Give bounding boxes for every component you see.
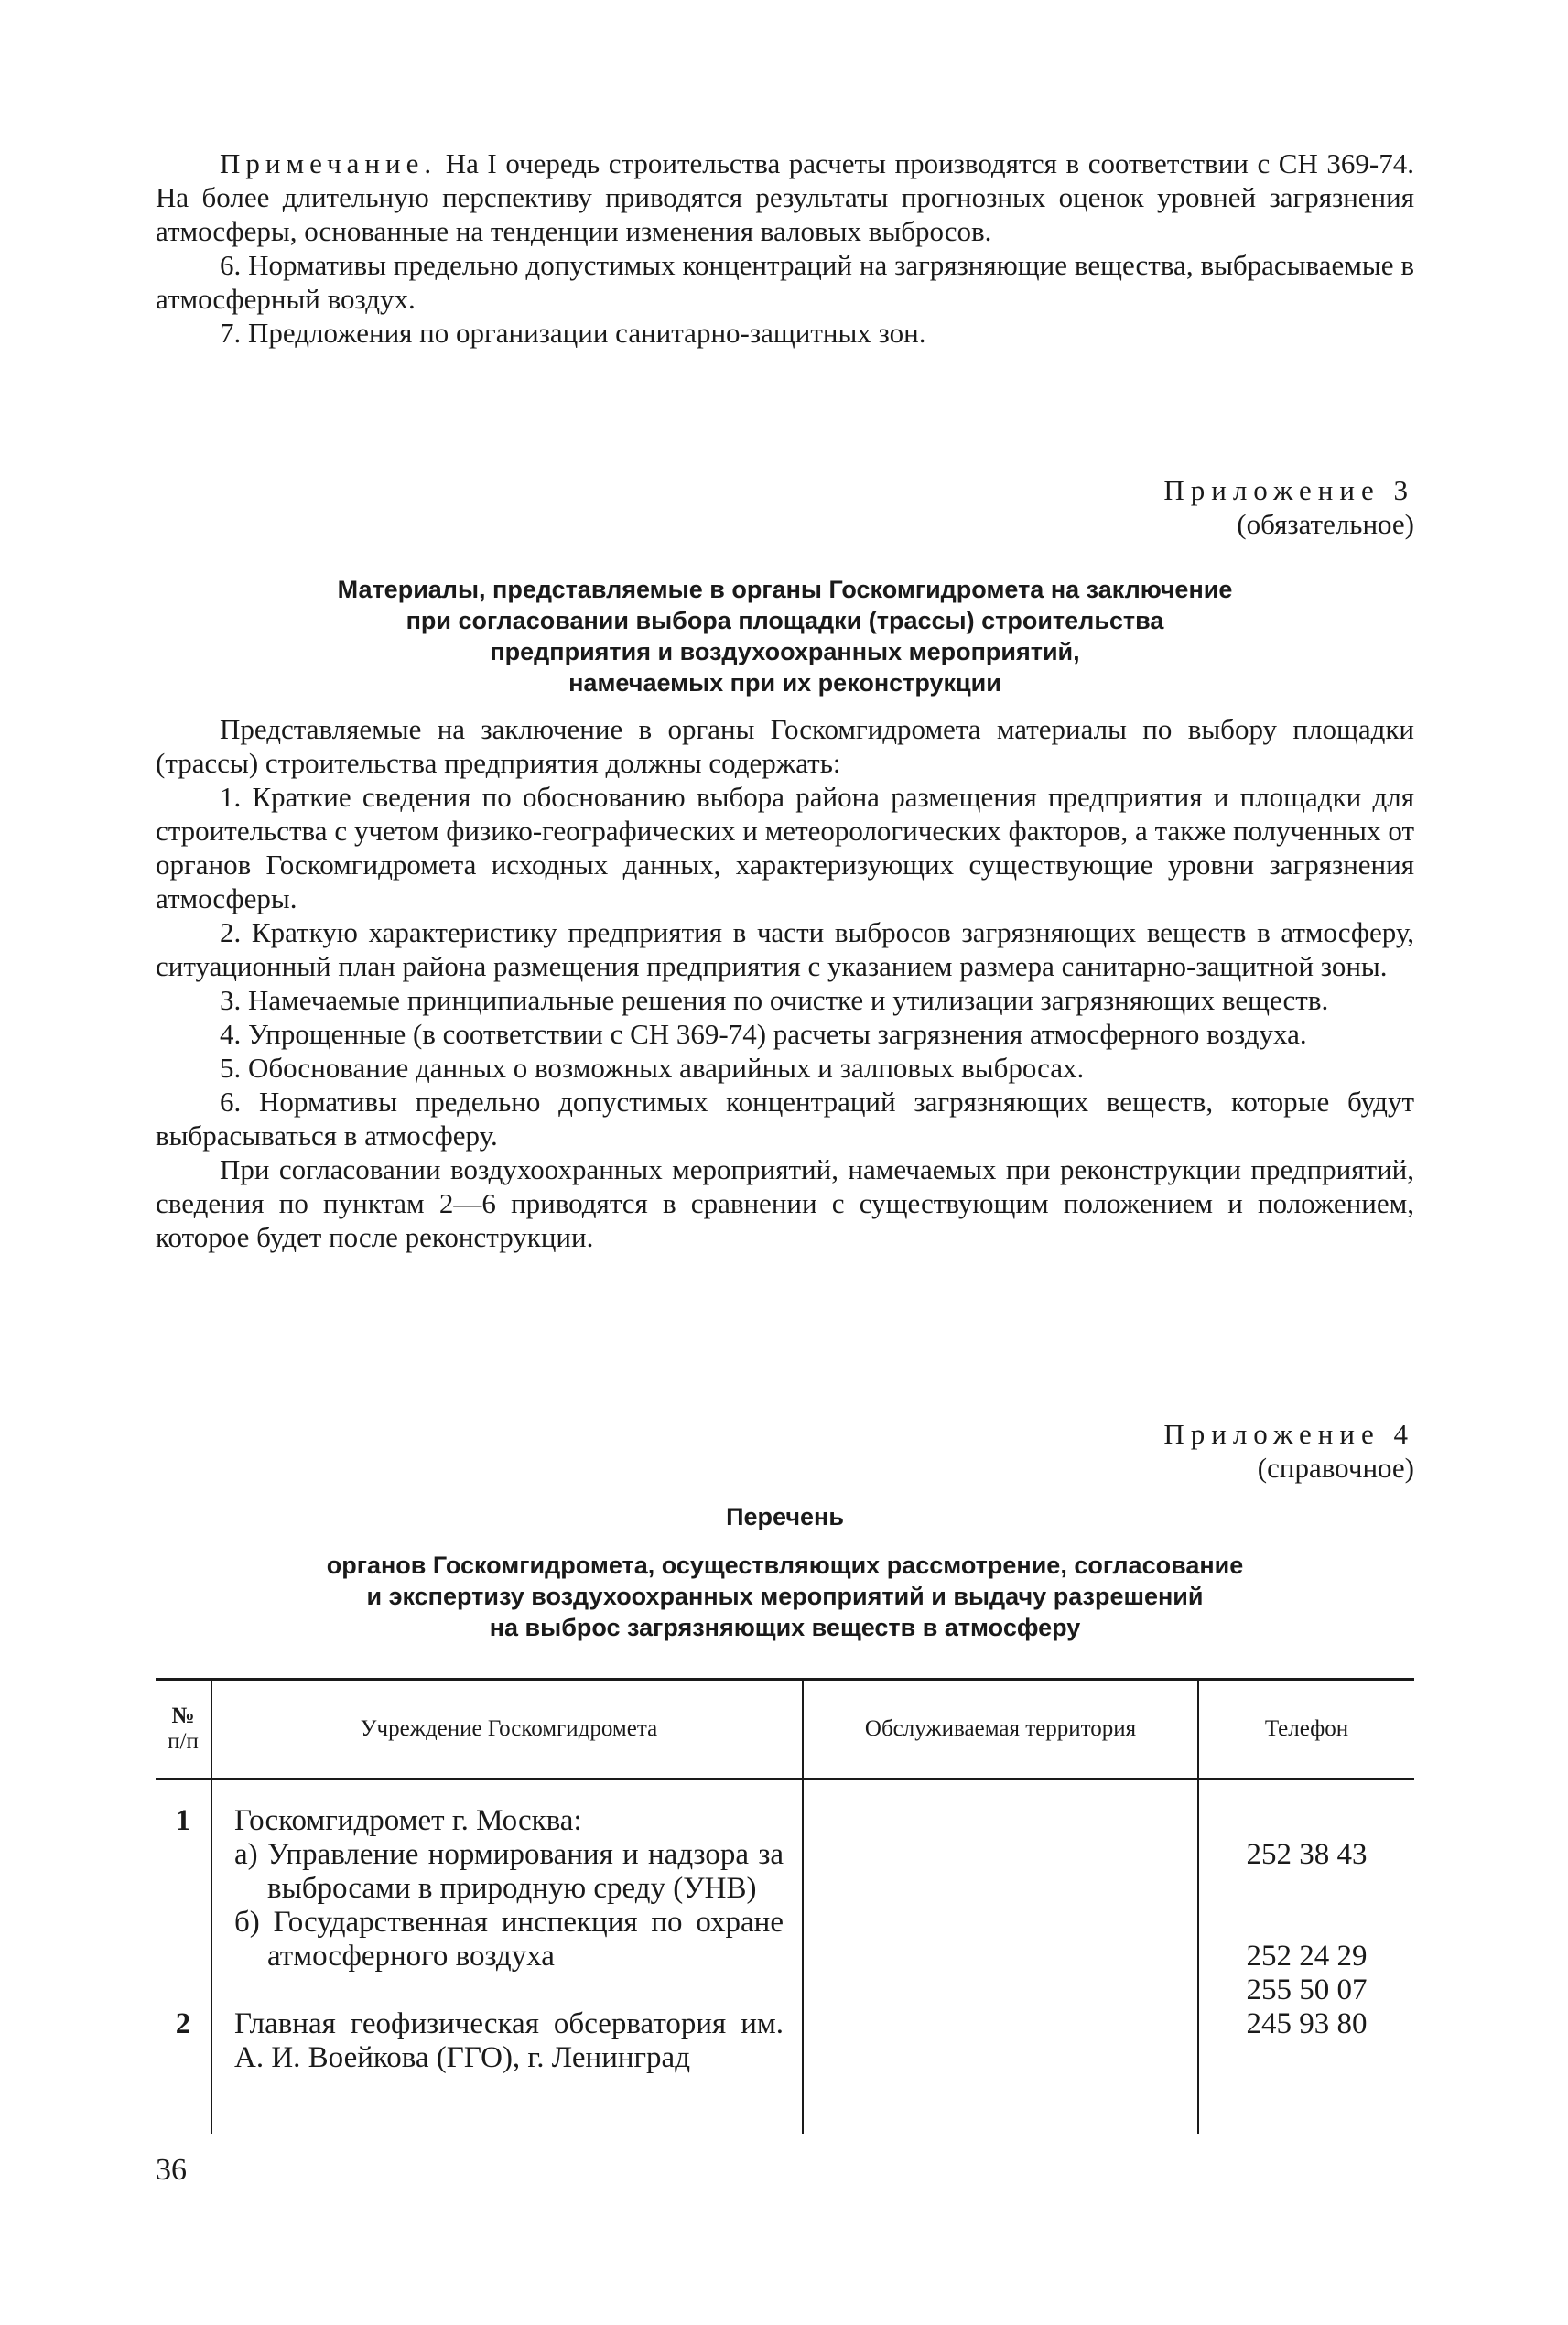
appendix-3-intro: Представляемые на заключение в органы Госкомгидромета материалы по выбору площадки (трассы) строительства предприятия должны содержать: xyxy=(156,713,1414,779)
row-phone xyxy=(1198,2007,1414,2134)
institution-name: Главная геофизическая обсерватория им. А. И. Воейкова (ГГО), г. Ленинград xyxy=(234,2007,784,2074)
note-text: На I очередь строительства расчеты производятся в соответствии с СН 369-74. На более длительную перспективу приводятся результаты прогнозных оценок уровней загрязнения атмосферы, основанные на тенденции изменения валовых выбросов. xyxy=(156,147,1414,247)
appendix-3-item: 6. Нормативы предельно допустимых концентраций загрязняющих веществ, которые будут выбрасываться в атмосферу. xyxy=(156,1086,1414,1152)
table-row xyxy=(156,2007,1414,2134)
appendix-4-subtitle-line: на выброс загрязняющих веществ в атмосферу xyxy=(489,1614,1081,1641)
row-num-value: 1 xyxy=(175,1804,191,1837)
appendix-4-title: Перечень xyxy=(726,1503,844,1530)
phone-value: 255 50 07 xyxy=(1246,1974,1368,2006)
appendix-4-subtitle xyxy=(156,1550,1414,1643)
appendix-3-closing: При согласовании воздухоохранных мероприятий, намечаемых при реконструкции предприятий, сведения по пунктам 2—6 приводятся в сравнении с существующим положением и положением, которое будет после реконструкции. xyxy=(156,1153,1414,1253)
note-label: Примечание. xyxy=(220,147,438,179)
item-6: 6. Нормативы предельно допустимых концентраций на загрязняющие вещества, выбрасываемые в атмосферный воздух. xyxy=(156,249,1414,315)
appendix-3-label: Приложение 3 xyxy=(1163,474,1414,506)
appendix-3-item: 4. Упрощенные (в соответствии с СН 369-74) расчеты загрязнения атмосферного воздуха. xyxy=(220,1018,1307,1050)
institutions-table xyxy=(156,1678,1414,2134)
phone-value: 252 38 43 xyxy=(1246,1838,1368,1871)
header-num-abbrev: п/п xyxy=(168,1729,199,1754)
row-territory xyxy=(803,2007,1198,2134)
institution-name: Госкомгидромет г. Москва: xyxy=(234,1804,582,1837)
appendix-3-item: 2. Краткую характеристику предприятия в части выбросов загрязняющих веществ в атмосферу, ситуационный план района размещения предприятия с указанием размера санитарно-защитной зоны. xyxy=(156,916,1414,982)
item-7: 7. Предложения по организации санитарно-защитных зон. xyxy=(220,317,926,349)
phone-value: 245 93 80 xyxy=(1246,2007,1368,2040)
top-section xyxy=(156,146,1414,350)
appendix-3-title-line: намечаемых при их реконструкции xyxy=(568,669,1001,697)
row-phone xyxy=(1198,1779,1414,2008)
note-paragraph xyxy=(156,146,1414,248)
header-territory: Обслуживаемая территория xyxy=(803,1680,1198,1779)
row-institution xyxy=(211,2007,803,2134)
appendix-3-title-line: при согласовании выбора площадки (трассы) строительства xyxy=(406,607,1164,634)
appendix-3-label-block xyxy=(1163,473,1414,541)
header-num xyxy=(156,1680,211,1779)
appendix-4-label-block xyxy=(1163,1417,1414,1485)
row-num-value: 2 xyxy=(175,2007,191,2040)
appendix-4-label: Приложение 4 xyxy=(1163,1418,1414,1450)
page-number: 36 xyxy=(156,2153,187,2187)
appendix-3-item: 3. Намечаемые принципиальные решения по очистке и утилизации загрязняющих веществ. xyxy=(220,984,1329,1016)
appendix-3-title-line: предприятия и воздухоохранных мероприятий, xyxy=(490,638,1080,665)
row-num xyxy=(156,2007,211,2134)
table-header-row xyxy=(156,1680,1414,1779)
row-institution xyxy=(211,1779,803,2008)
table-row xyxy=(156,1779,1414,2008)
appendix-3-title xyxy=(156,574,1414,698)
header-institution: Учреждение Госкомгидромета xyxy=(211,1680,803,1779)
appendix-3-status: (обязательное) xyxy=(1237,508,1414,540)
institution-sub-b: б) Государственная инспекция по охране атмосферного воздуха xyxy=(234,1906,784,1973)
institution-sub-a: а) Управление нормирования и надзора за выбросами в природную среду (УНВ) xyxy=(234,1838,784,1905)
header-phone: Телефон xyxy=(1198,1680,1414,1779)
appendix-4-subtitle-line: и экспертизу воздухоохранных мероприятий и выдачу разрешений xyxy=(366,1583,1204,1610)
appendix-3-item: 5. Обоснование данных о возможных аварийных и залповых выбросах. xyxy=(220,1052,1085,1084)
appendix-3-title-line: Материалы, представляемые в органы Госкомгидромета на заключение xyxy=(337,576,1233,603)
row-num xyxy=(156,1779,211,2008)
appendix-4-subtitle-line: органов Госкомгидромета, осуществляющих рассмотрение, согласование xyxy=(326,1552,1244,1579)
appendix-4-status: (справочное) xyxy=(1257,1452,1414,1484)
appendix-3-item: 1. Краткие сведения по обоснованию выбора района размещения предприятия и площадки для строительства с учетом физико-географических и метеорологических факторов, а также полученных от органов Госкомгидромета исходных данных, характеризующих существующие уровни загрязнения атмосферы. xyxy=(156,781,1414,914)
row-territory xyxy=(803,1779,1198,2008)
header-num-symbol: № xyxy=(171,1703,195,1728)
appendix-3-body xyxy=(156,712,1414,1254)
phone-value: 252 24 29 xyxy=(1246,1940,1368,1973)
